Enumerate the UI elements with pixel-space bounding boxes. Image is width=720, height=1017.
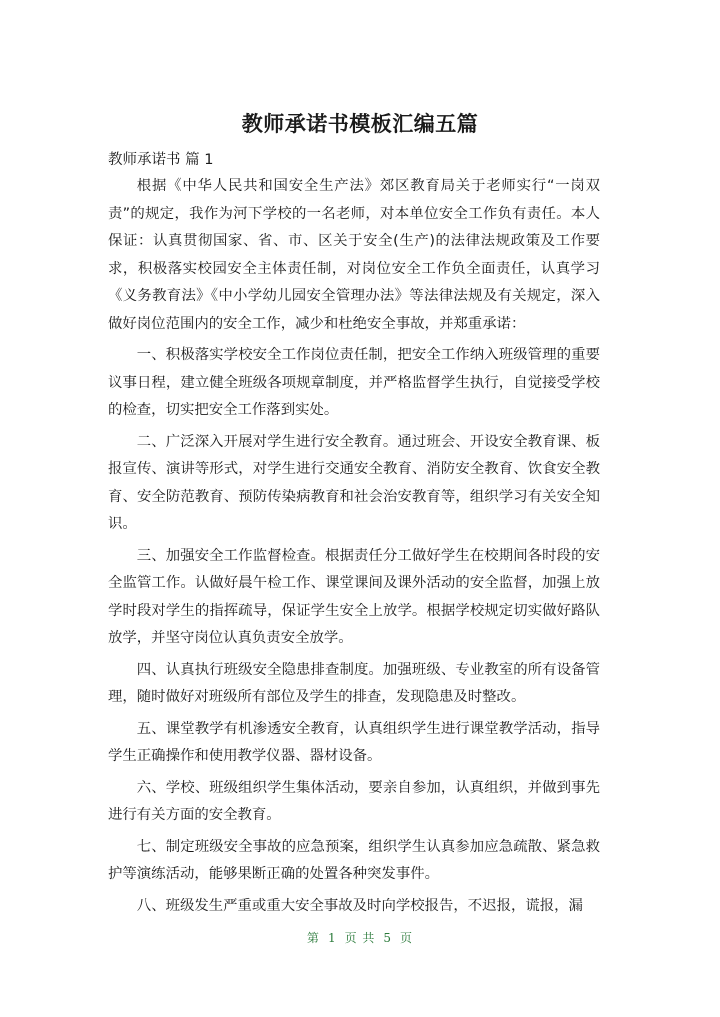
paragraph-item-6: 六、学校、班级组织学生集体活动，要亲自参加，认真组织，并做到事先进行有关方面的安全教育。 [108,779,600,823]
paragraph-item-1: 一、积极落实学校安全工作岗位责任制，把安全工作纳入班级管理的重要议事日程，建立健全班级各项规章制度，并严格监督学生执行，自觉接受学校的检查，切实把安全工作落到实处。 [108,347,600,418]
footer-prefix: 第 [306,931,320,945]
paragraph-item-3: 三、加强安全工作监督检查。根据责任分工做好学生在校期间各时段的安全监管工作。认做好晨午检工作、课堂课间及课外活动的安全监督，加强上放学时段对学生的指挥疏导，保证学生安全上放学。根据学校规定切实做好路队放学，并坚守岗位认真负责安全放学。 [108,547,600,646]
footer-total-pages: 5 [383,931,393,945]
page-footer [0,929,720,946]
section-heading: 教师承诺书 篇 1 [108,152,214,168]
footer-suffix: 页 [400,931,414,945]
footer-middle: 页 共 [344,931,376,945]
paragraph-item-4: 四、认真执行班级安全隐患排查制度。加强班级、专业教室的所有设备管理，随时做好对班级所有部位及学生的排查，发现隐患及时整改。 [108,661,600,705]
paragraph-intro: 根据《中华人民共和国安全生产法》郊区教育局关于老师实行“一岗双责”的规定，我作为河下学校的一名老师，对本单位安全工作负有责任。本人保证：认真贯彻国家、省、市、区关于安全(生产)的法律法规政策及工作要求，积极落实校园安全主体责任制，对岗位安全工作负全面责任，认真学习《义务教育法》《中小学幼儿园安全管理办法》等法律法规及有关规定，深入做好岗位范围内的安全工作，减少和杜绝安全事故，并郑重承诺： [108,178,600,332]
paragraph-item-2: 二、广泛深入开展对学生进行安全教育。通过班会、开设安全教育课、板报宣传、演讲等形式，对学生进行交通安全教育、消防安全教育、饮食安全教育、安全防范教育、预防传染病教育和社会治安教育等，组织学习有关安全知识。 [108,433,600,532]
paragraph-item-5: 五、课堂教学有机渗透安全教育，认真组织学生进行课堂教学活动，指导学生正确操作和使用教学仪器、器材设备。 [108,720,600,764]
document-body [108,173,600,924]
footer-current-page: 1 [327,931,337,945]
paragraph-item-8: 八、班级发生严重或重大安全事故及时向学校报告，不迟报，谎报，漏 [136,897,583,914]
paragraph-item-7: 七、制定班级安全事故的应急预案，组织学生认真参加应急疏散、紧急救护等演练活动，能够果断正确的处置各种突发事件。 [108,838,600,882]
document-title: 教师承诺书模板汇编五篇 [241,112,479,136]
